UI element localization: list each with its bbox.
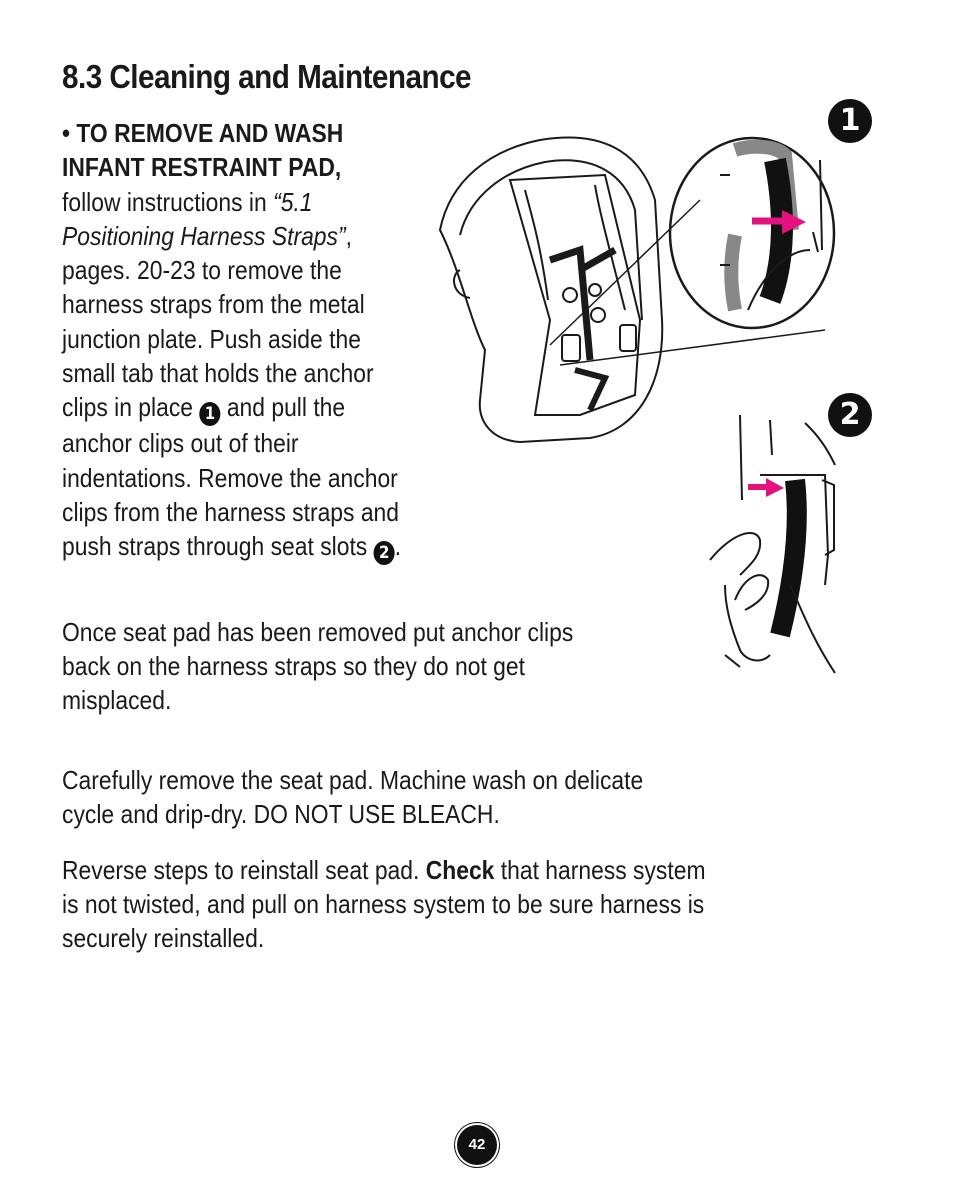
paragraph-reinstall xyxy=(62,853,713,955)
step-2-inline-icon: 2 xyxy=(374,541,395,565)
instruction-heading: • TO REMOVE AND WASH INFANT RESTRAINT PAD, xyxy=(62,118,344,183)
step-2-marker-icon: 2 xyxy=(828,393,872,437)
paragraph-wash: Carefully remove the seat pad. Machine wash on delicate cycle and drip-dry. DO NOT USE BLEACH. xyxy=(62,765,644,829)
instruction-body xyxy=(62,185,414,566)
page-number-badge: 42 xyxy=(457,1125,497,1165)
reinstall-text-end: that harness system is not twisted, and pull on harness system to be sure harness is securely reinstalled. xyxy=(62,855,706,953)
hand-strap-illustration xyxy=(700,405,850,680)
instruction-text-3: and pull the anchor clips out of their indentations. Remove the anchor clips from the harness straps and push straps through seat slots xyxy=(62,392,400,562)
magenta-arrow-icon xyxy=(748,478,784,497)
step-1-marker-icon: 1 xyxy=(828,99,872,143)
section-reference: “5.1 Positioning Harness Straps” xyxy=(62,186,346,251)
page-title: 8.3 Cleaning and Maintenance xyxy=(62,58,472,95)
car-seat-illustration xyxy=(430,120,850,450)
instruction-text-1: follow instructions in xyxy=(62,186,274,217)
reinstall-check: Check xyxy=(425,855,495,885)
instruction-text-4: . xyxy=(394,531,402,562)
instruction-text-2: , pages. 20-23 to remove the harness straps from the metal junction plate. Push aside the small tab that holds the anchor clips in place xyxy=(62,220,374,423)
step-1-inline-icon: 1 xyxy=(199,402,220,426)
instruction-column xyxy=(62,116,414,565)
paragraph-anchor-clips: Once seat pad has been removed put anchor clips back on the harness straps so they do not get misplaced. xyxy=(62,617,574,715)
reinstall-text-start: Reverse steps to reinstall seat pad. xyxy=(62,855,426,885)
